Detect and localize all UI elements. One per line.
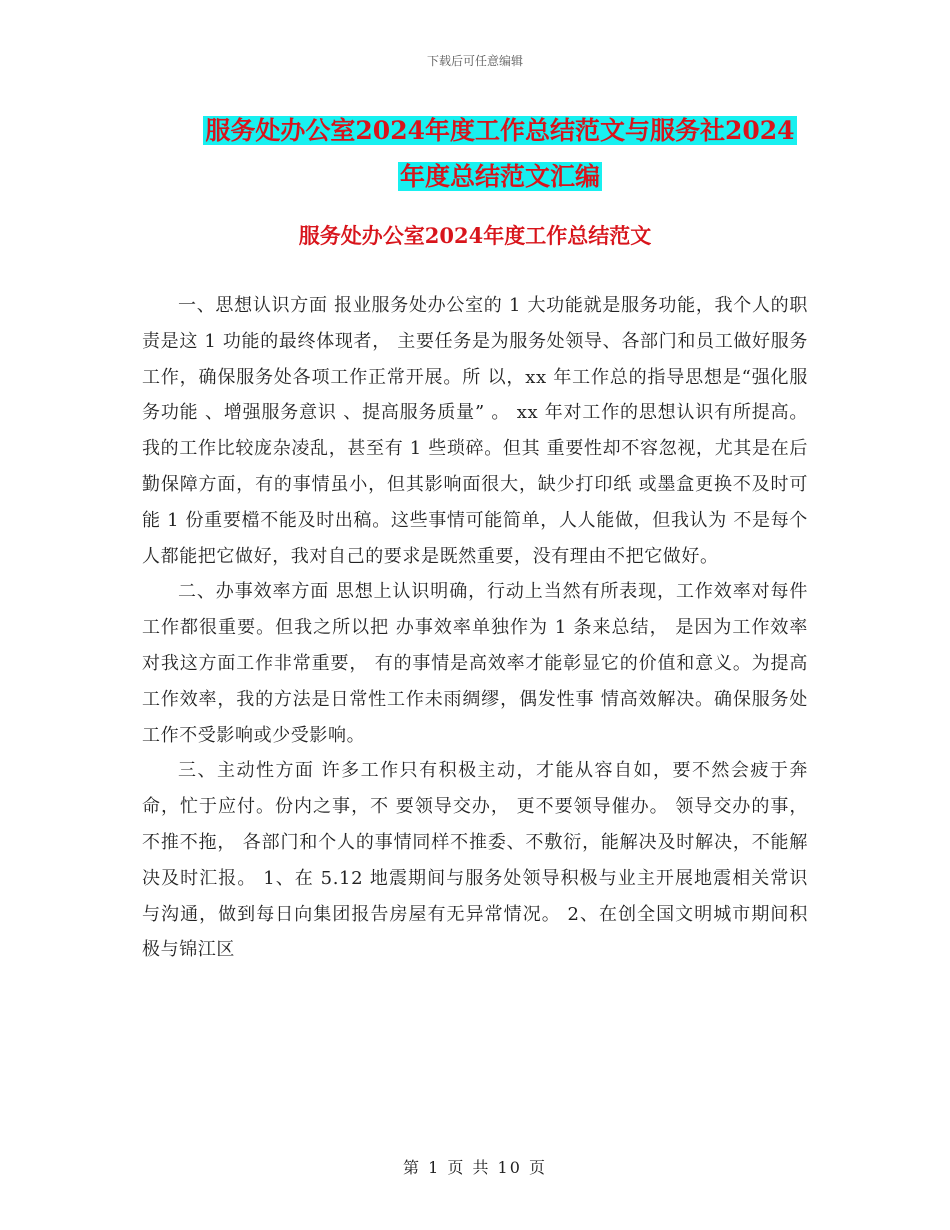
- page-footer: 第 1 页 共 10 页: [403, 1158, 547, 1177]
- header-note: 下载后可任意编辑: [426, 54, 523, 68]
- document-title-line-1: 服务处办公室2024年度工作总结范文与服务社2024: [205, 116, 795, 145]
- section-title: 服务处办公室2024年度工作总结范文: [298, 223, 652, 248]
- paragraph-thinking: 一、思想认识方面 报业服务处办公室的 1 大功能就是服务功能，我个人的职责是这 1 功能的最终体现者， 主要任务是为服务处领导、各部门和员工做好服务工作，确保服务处各项工作正常开展。所 以，xx 年工作总的指导思想是“强化服务功能 、增强服务意识 、提高服务质量” 。 xx 年对工作的思想认识有所提高。我的工作比较庞杂凌乱，甚至有 1 些琐碎。但其 重要性却不容忽视，尤其是在后勤保障方面，有的事情虽小，但其影响面很大，缺少打印纸 或墨盒更换不及时可能 1 份重要檔不能及时出稿。这些事情可能简单，人人能做，但我认为 不是每个人都能把它做好，我对自己的要求是既然重要，没有理由不把它做好。: [142, 295, 808, 567]
- document-title: [180, 108, 820, 200]
- body-text: [142, 288, 808, 968]
- paragraph-initiative: 三、主动性方面 许多工作只有积极主动，才能从容自如，要不然会疲于奔命，忙于应付。份内之事，不 要领导交办， 更不要领导催办。 领导交办的事， 不推不拖， 各部门和个人的事情同样不推委、不敷衍，能解决及时解决，不能解决及时汇报。 1、在 5.12 地震期间与服务处领导积极与业主开展地震相关常识与沟通，做到每日向集团报告房屋有无异常情况。 2、在创全国文明城市期间积极与锦江区: [142, 760, 808, 961]
- paragraph-efficiency: 二、办事效率方面 思想上认识明确，行动上当然有所表现，工作效率对每件工作都很重要。但我之所以把 办事效率单独作为 1 条来总结， 是因为工作效率对我这方面工作非常重要， 有的事情是高效率才能彰显它的价值和意义。为提高工作效率，我的方法是日常性工作未雨绸缪，偶发性事 情高效解决。确保服务处工作不受影响或少受影响。: [142, 581, 808, 746]
- document-title-line-2: 年度总结范文汇编: [399, 162, 600, 191]
